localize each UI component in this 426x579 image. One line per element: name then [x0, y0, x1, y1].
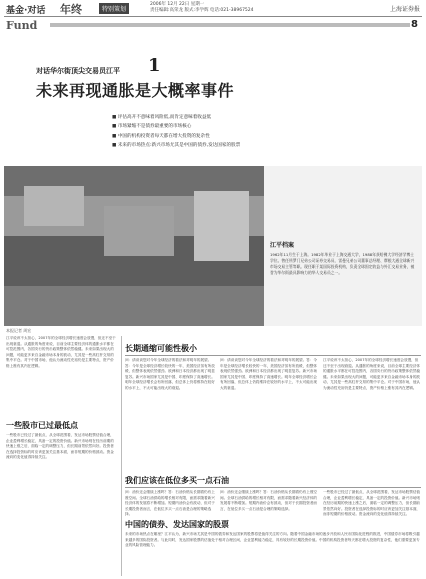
section-english: Fund — [6, 19, 38, 32]
issue-date: 2006年 12月 22日 星期一 — [150, 2, 205, 7]
article-column: 问：请谈谈您对今年全球经济的看法和对明年的展望。答：今年是全球经济增长较快的一年，美国经济虽有所放缓，但整体表现依然强劲。欧洲和日本经济都出现了明显复苏。新兴市场国家尤其是中国、印度保持了高速增长。明年全球经济增长会有所回落，但总体上仍将维持在较好的水平上，不太可能出现大的衰退。 — [125, 358, 215, 390]
issue-info — [150, 2, 350, 14]
article-column: 问：油价还会继续上涨吗？答：石油价格从长期看仍有上涨空间。全球石油供给的增长相对有限，而需求随着新兴经济体的发展将不断增加。短期内油价会有波动，但对于长期投资者而言，在低位多买一点石油是合理的策略选择。 — [125, 490, 215, 517]
page-number: 8 — [411, 19, 418, 30]
subhead-4: 中国的债券、发达国家的股票 — [125, 520, 229, 529]
subhead-3: 我们应该在低位多买一点石油 — [125, 476, 229, 485]
special-badge: 特别策划 — [99, 3, 129, 14]
rule — [125, 487, 421, 488]
bullet-item: ■ 中国的机构投资者每天都在增大投资的复杂性 — [112, 132, 240, 141]
headline-kicker: 对话华尔街顶尖交易员江平 — [36, 67, 120, 75]
article-column: 江平说该不太担心，2007年的全球经济增长速度会放慢，但还不至于出现衰退。从通胀的角度来说，目前全球主要经济体的通胀水平都在可控范围内，各国央行的货币政策整体依然稳健。未来如果出现大的问题，可能更多来自金融市场本身的波动，尤其是一些高杠杆交易的集中平仓。对于中国市场，他认为流动性充裕仍是主要特点，资产价格上涨有其内在逻辑。 — [6, 336, 116, 368]
profile-title: 江平档案 — [270, 242, 295, 249]
article-column: 未来的市场热点在哪里？江平认为，新兴市场尤其是中国的债券和发达国家的股票将是值得关注的方向。随着中国金融市场的逐步开放和人民币国际化进程的推进，中国债券市场将吸引越来越多的国际投资者。与此同时，发达国家股票的估值处于相对合理区间，企业盈利能力稳定，具有较好的长期投资价值。中国的机构投资者每天都在增大投资的复杂性，他们需要更加专业的风险管理能力。 — [125, 532, 420, 548]
photo-credit: 本报记者 周宏 — [6, 328, 32, 333]
newspaper-name: 上海证券报 — [389, 6, 420, 13]
article-column: 江平说该不太担心，2007年的全球经济增长速度会放慢，但还不至于出现衰退。从通胀的角度来说，目前全球主要经济体的通胀水平都在可控范围内，各国央行的货币政策整体依然稳健。未来如果出现大的问题，可能更多来自金融市场本身的波动，尤其是一些高杠杆交易的集中平仓。对于中国市场，他认为流动性充裕仍是主要特点，资产价格上涨有其内在逻辑。 — [323, 358, 421, 390]
section-bar — [50, 23, 410, 27]
brand-title: 年终 — [60, 3, 82, 16]
article-column: 问：请谈谈您对今年全球经济的看法和对明年的展望。答：今年是全球经济增长较快的一年，美国经济虽有所放缓，但整体表现依然强劲。欧洲和日本经济都出现了明显复苏。新兴市场国家尤其是中国、印度保持了高速增长。明年全球经济增长会有所回落，但总体上仍将维持在较好的水平上，不太可能出现大的衰退。 — [220, 358, 318, 390]
header-rule — [4, 16, 422, 17]
profile-body: 1962年11月生于上海。1982年毕业于上海交通大学，1988年获哈佛大学经济学博士学位。曾任所罗门兄弟公司证券交易员、雷曼兄弟公司董事总经理、摩根大通全球新兴市场交易主管等职。现任职于某国际投资机构，负责全球固定收益与外汇交易业务，被誉为华尔街最具影响力的华人交易员之一。 — [270, 252, 415, 275]
bullet-item: ■ 市场紧缩不是债券最重要的市场核心 — [112, 122, 240, 131]
rule — [125, 355, 421, 356]
summary-bullets — [112, 113, 240, 151]
subhead-2: 一些股市已过最低点 — [6, 421, 78, 430]
editor-line: 责任编辑:高荣龙 版式:李学辉 电话:021-38967524 — [150, 8, 254, 13]
article-column: 一些股市已经过了最低点，从全球范围看，发达市场股票估值合理，企业盈利增长稳定，具备一定的投资价值。新兴市场则在经历前期的快速上涨之后，面临一定的调整压力，但长期前景依然向好。投资者在选择投资标的时应该更加关注基本面，而非短期的价格波动。资金流向的变化值得持续关注。 — [6, 433, 114, 460]
series-number: 1 — [148, 55, 161, 76]
section-label: 基金·对话 — [6, 6, 46, 16]
column-divider — [121, 336, 122, 576]
main-headline: 未来再现通胀是大概率事件 — [36, 81, 235, 100]
bullet-item: ■ 未来的市场热点:新兴市场尤其是中国的债券,发达国家的股票 — [112, 141, 240, 150]
trading-floor-photo — [4, 166, 264, 326]
subhead-1: 长期通缩可能性极小 — [125, 344, 197, 353]
bullet-item: ■ 评估高开不意味着风险低,而肯定意味着收益低 — [112, 113, 240, 122]
article-column: 一些股市已经过了最低点，从全球范围看，发达市场股票估值合理，企业盈利增长稳定，具备一定的投资价值。新兴市场则在经历前期的快速上涨之后，面临一定的调整压力，但长期前景依然向好。投资者在选择投资标的时应该更加关注基本面，而非短期的价格波动。资金流向的变化值得持续关注。 — [323, 490, 421, 517]
article-column: 问：油价还会继续上涨吗？答：石油价格从长期看仍有上涨空间。全球石油供给的增长相对有限，而需求随着新兴经济体的发展将不断增加。短期内油价会有波动，但对于长期投资者而言，在低位多买一点石油是合理的策略选择。 — [220, 490, 318, 511]
